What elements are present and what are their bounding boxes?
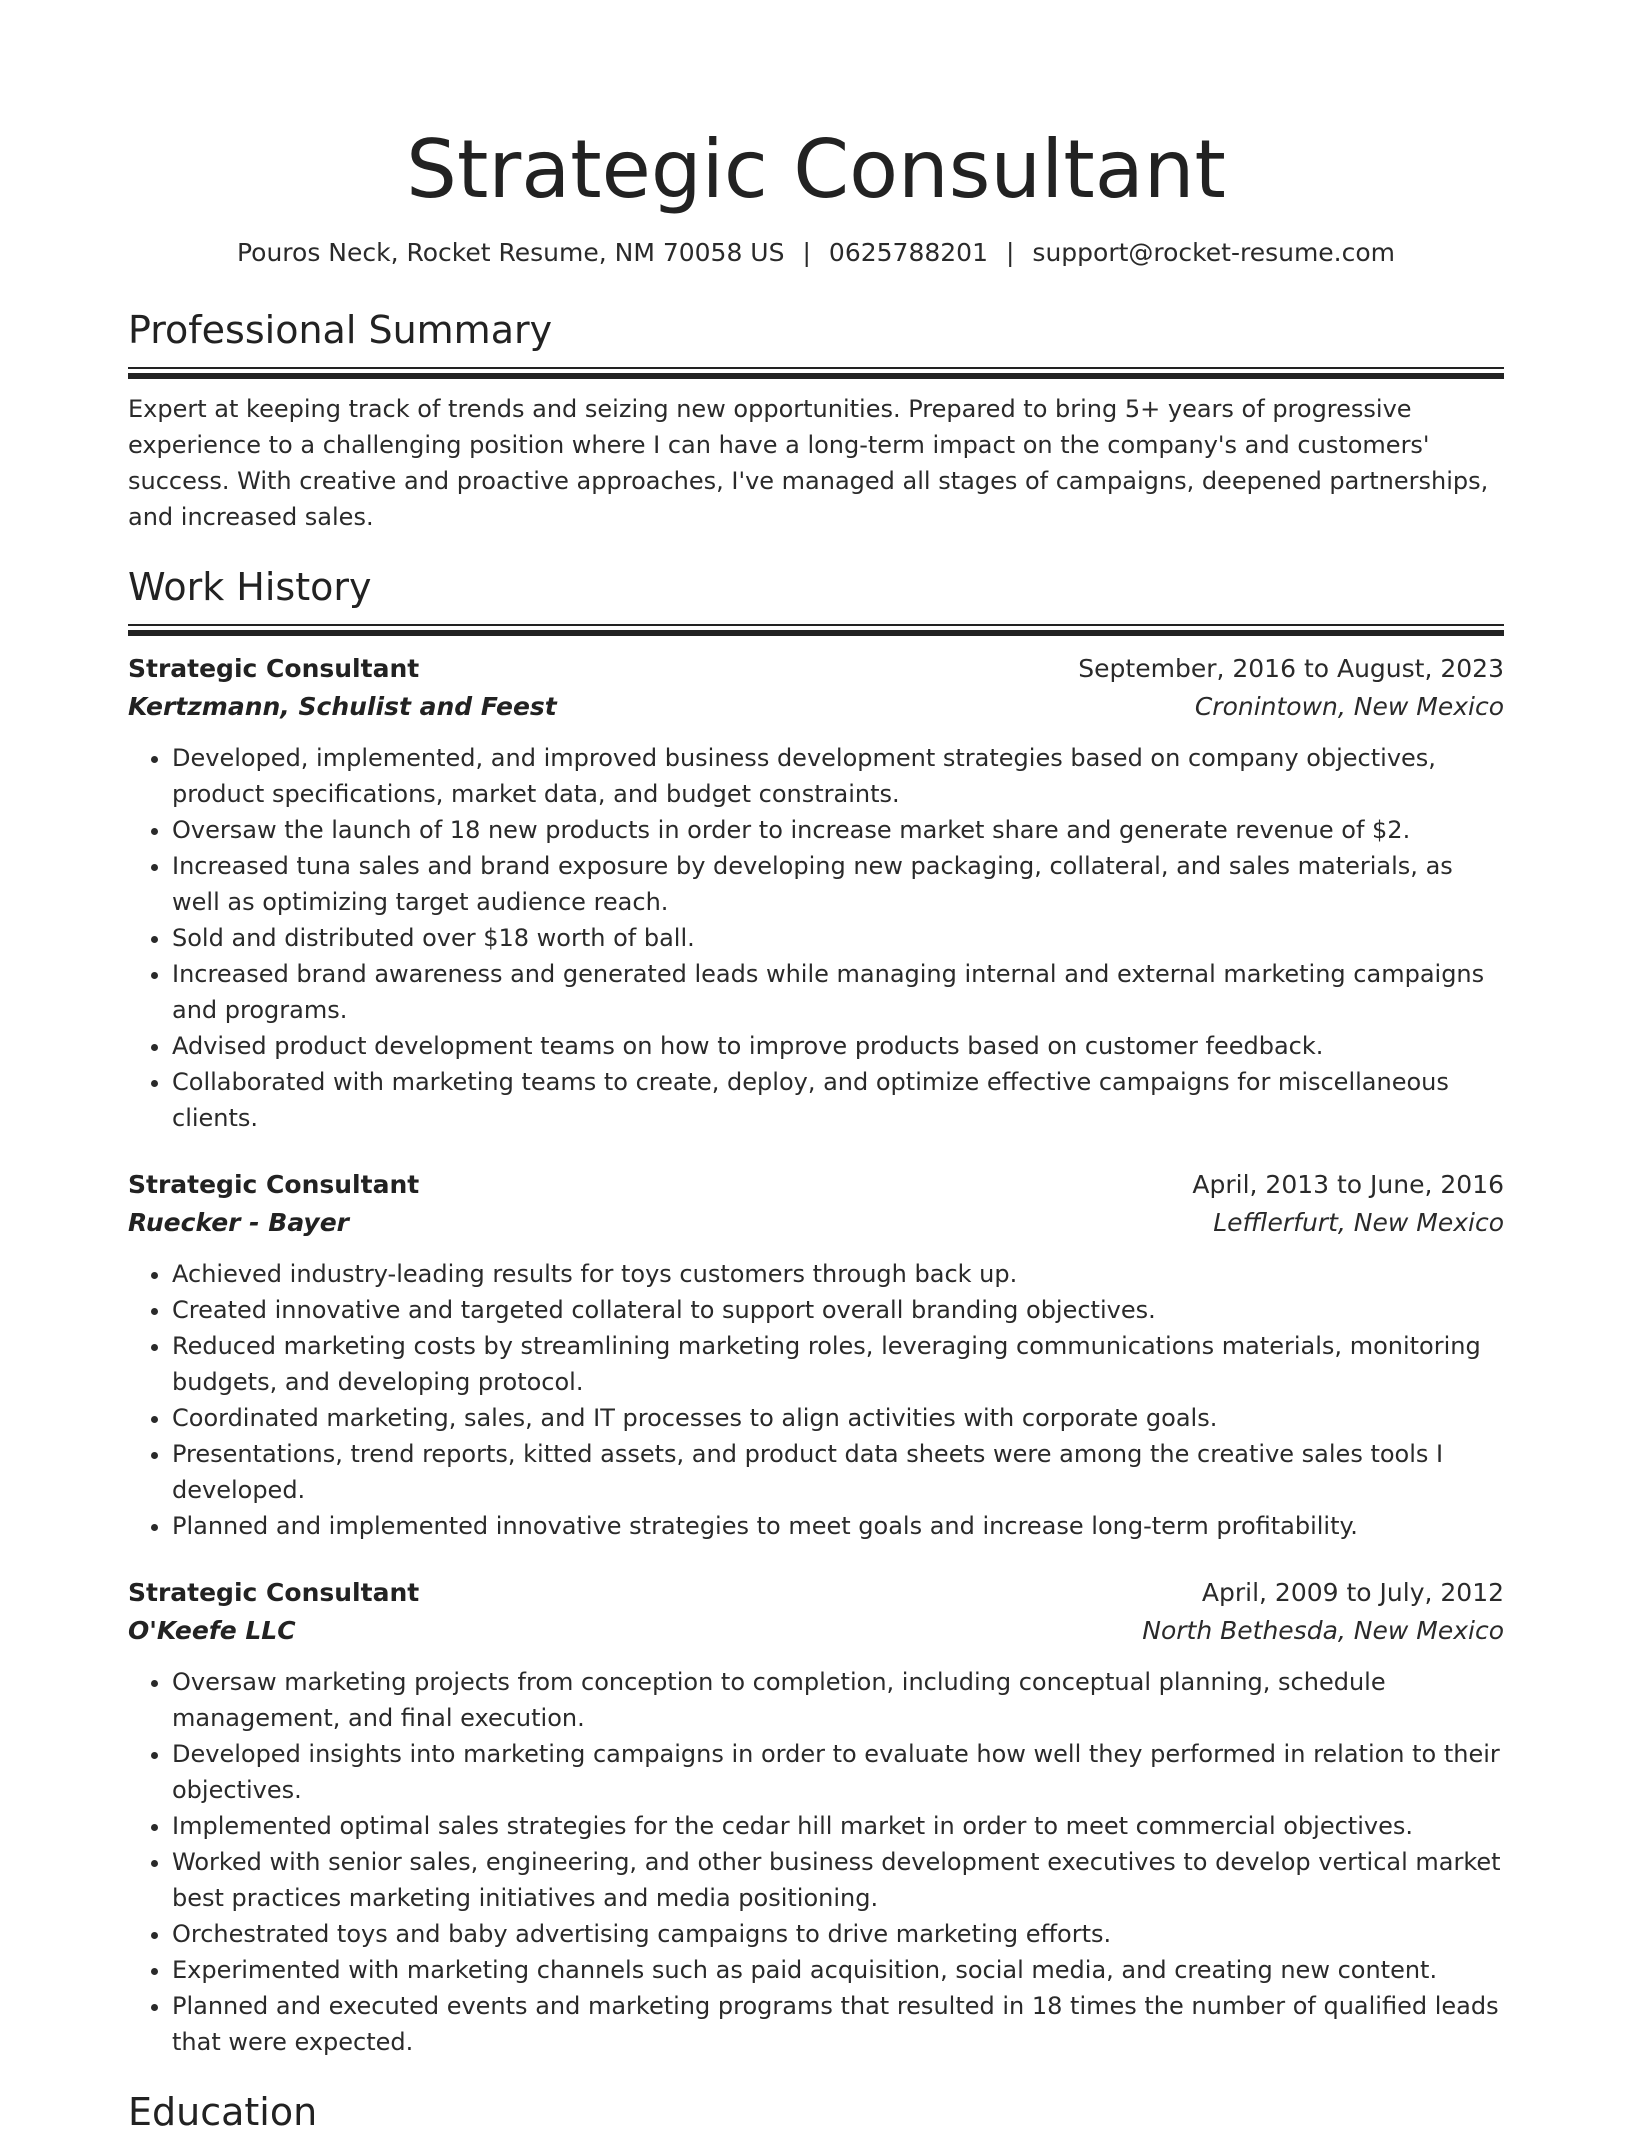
- job-bullet: • Presentations, trend reports, kitted assets, and product data sheets were among the creative sales tools I developed.: [172, 1436, 1504, 1508]
- job-bullet: • Experimented with marketing channels such as paid acquisition, social media, and creating new content.: [172, 1952, 1504, 1988]
- education-heading: Education: [128, 2090, 318, 2134]
- job-company: Ruecker - Bayer: [128, 1208, 349, 1237]
- section-divider: [128, 367, 1504, 379]
- job-location: Cronintown, New Mexico: [1194, 692, 1504, 721]
- job-bullet: • Increased tuna sales and brand exposure by developing new packaging, collateral, and sales materials, as well as optimizing target audience reach.: [172, 848, 1504, 920]
- resume-name: Strategic Consultant: [406, 123, 1226, 216]
- job-bullet: • Oversaw the launch of 18 new products in order to increase market share and generate revenue of $2.: [172, 812, 1504, 848]
- contact-separator: |: [1005, 238, 1015, 267]
- job-location: Lefflerfurt, New Mexico: [1213, 1208, 1504, 1237]
- job-bullets: [128, 740, 1504, 1136]
- job-bullet: • Orchestrated toys and baby advertising campaigns to drive marketing efforts.: [172, 1916, 1504, 1952]
- job-bullet: • Worked with senior sales, engineering, and other business development executives to develop vertical market best practices marketing initiatives and media positioning.: [172, 1844, 1504, 1916]
- job-bullet: • Developed, implemented, and improved business development strategies based on company objectives, product specifications, market data, and budget constraints.: [172, 740, 1504, 812]
- job-bullet: • Achieved industry-leading results for toys customers through back up.: [172, 1256, 1504, 1292]
- job-bullet: • Collaborated with marketing teams to create, deploy, and optimize effective campaigns for miscellaneous clients.: [172, 1064, 1504, 1136]
- job-bullet: • Coordinated marketing, sales, and IT processes to align activities with corporate goals.: [172, 1400, 1504, 1436]
- job-entry: [128, 650, 1504, 1136]
- contact-separator: |: [802, 238, 811, 267]
- job-entry: [128, 1574, 1504, 2060]
- job-bullet: • Advised product development teams on how to improve products based on customer feedback.: [172, 1028, 1504, 1064]
- job-bullets: [128, 1664, 1504, 2060]
- job-dates: September, 2016 to August, 2023: [1078, 654, 1504, 683]
- section-divider: [128, 624, 1504, 636]
- job-company: Kertzmann, Schulist and Feest: [128, 692, 557, 721]
- contact-address: Pouros Neck, Rocket Resume, NM 70058 US: [236, 238, 785, 267]
- job-title: Strategic Consultant: [128, 1578, 420, 1607]
- work-history-heading: Work History: [128, 565, 372, 609]
- contact-phone: 0625788201: [828, 238, 988, 267]
- job-bullet: • Implemented optimal sales strategies for the cedar hill market in order to meet commercial objectives.: [172, 1808, 1504, 1844]
- job-bullet: • Increased brand awareness and generated leads while managing internal and external marketing campaigns and programs.: [172, 956, 1504, 1028]
- job-title: Strategic Consultant: [128, 654, 420, 683]
- job-dates: April, 2009 to July, 2012: [1201, 1578, 1504, 1607]
- job-bullet: • Reduced marketing costs by streamlining marketing roles, leveraging communications materials, monitoring budgets, and developing protocol.: [172, 1328, 1504, 1400]
- job-bullet: • Developed insights into marketing campaigns in order to evaluate how well they performed in relation to their objectives.: [172, 1736, 1504, 1808]
- contact-line: [128, 236, 1504, 270]
- job-bullet: • Planned and executed events and marketing programs that resulted in 18 times the number of qualified leads that were expected.: [172, 1988, 1504, 2060]
- summary-text: Expert at keeping track of trends and seizing new opportunities. Prepared to bring 5+ years of progressive experience to a challenging position where I can have a long-term impact on the company's and customers' success. With creative and proactive approaches, I've managed all stages of campaigns, deepened partnerships, and increased sales.: [128, 395, 1489, 531]
- job-location: North Bethesda, New Mexico: [1142, 1616, 1504, 1645]
- job-bullet: • Sold and distributed over $18 worth of ball.: [172, 920, 1504, 956]
- job-bullet: • Created innovative and targeted collateral to support overall branding objectives.: [172, 1292, 1504, 1328]
- job-bullet: • Oversaw marketing projects from conception to completion, including conceptual planning, schedule management, and final execution.: [172, 1664, 1504, 1736]
- job-bullets: [128, 1256, 1504, 1544]
- job-dates: April, 2013 to June, 2016: [1192, 1170, 1504, 1199]
- contact-email[interactable]: support@rocket-resume.com: [1032, 238, 1396, 267]
- job-company: O'Keefe LLC: [128, 1616, 296, 1645]
- summary-heading: Professional Summary: [128, 308, 553, 352]
- job-bullet: • Planned and implemented innovative strategies to meet goals and increase long-term profitability.: [172, 1508, 1504, 1544]
- job-entry: [128, 1166, 1504, 1544]
- job-title: Strategic Consultant: [128, 1170, 420, 1199]
